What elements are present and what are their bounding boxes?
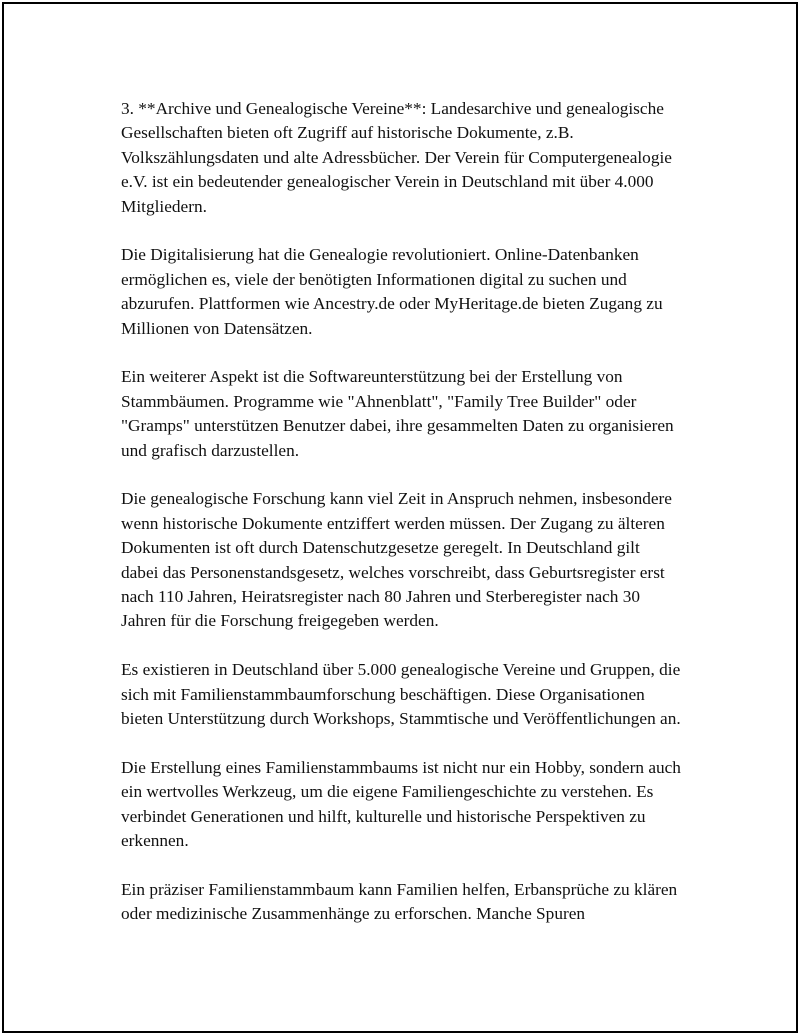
paragraph-associations: Es existieren in Deutschland über 5.000 genealogische Vereine und Gruppen, die sich mit Familienstammbaumforschung beschäftigen. Diese Organisationen bieten Unterstützung durch Workshops, Stammtische und Veröffentlichungen an.	[121, 660, 681, 729]
page-border	[2, 2, 798, 1033]
paragraph-digitalization: Die Digitalisierung hat die Genealogie revolutioniert. Online-Datenbanken ermöglichen es, viele der benötigten Informationen digital zu suchen und abzurufen. Plattformen wie Ancestry.de oder MyHeritage.de bieten Zugang zu Millionen von Datensätzen.	[121, 245, 663, 338]
paragraph-hobby: Die Erstellung eines Familienstammbaums ist nicht nur ein Hobby, sondern auch ein wertvolles Werkzeug, um die eigene Familiengeschichte zu verstehen. Es verbindet Generationen und hilft, kulturelle und historische Perspektiven zu erkennen.	[121, 757, 681, 851]
paragraph-software: Ein weiterer Aspekt ist die Softwareunterstützung bei der Erstellung von Stammbäumen. Programme wie "Ahnenblatt", "Family Tree Builder" oder "Gramps" unterstützen Benutzer dabei, ihre gesammelten Daten zu organisieren und grafisch darzustellen.	[121, 367, 674, 460]
paragraph-research-time: Die genealogische Forschung kann viel Zeit in Anspruch nehmen, insbesondere wenn historische Dokumente entziffert werden müssen. Der Zugang zu älteren Dokumenten ist oft durch Datenschutzgesetze geregelt. In Deutschland gilt dabei das Personenstandsgesetz, welches vorschreibt, dass Geburtsregister erst nach 110 Jahren, Heiratsregister nach 80 Jahren und Sterberegister nach 30 Jahren für die Forschung freigegeben werden.	[121, 489, 672, 631]
paragraph-archives: 3. **Archive und Genealogische Vereine**: Landesarchive und genealogische Gesellschaften bieten oft Zugriff auf historische Dokumente, z.B. Volkszählungsdaten und alte Adressbücher. Der Verein für Computergenealogie e.V. ist ein bedeutender genealogischer Verein in Deutschland mit über 4.000 Mitgliedern.	[121, 99, 672, 216]
paragraph-precise-tree: Ein präziser Familienstammbaum kann Familien helfen, Erbansprüche zu klären oder medizinische Zusammenhänge zu erforschen. Manche Spuren	[121, 879, 678, 924]
document-body	[121, 97, 681, 951]
